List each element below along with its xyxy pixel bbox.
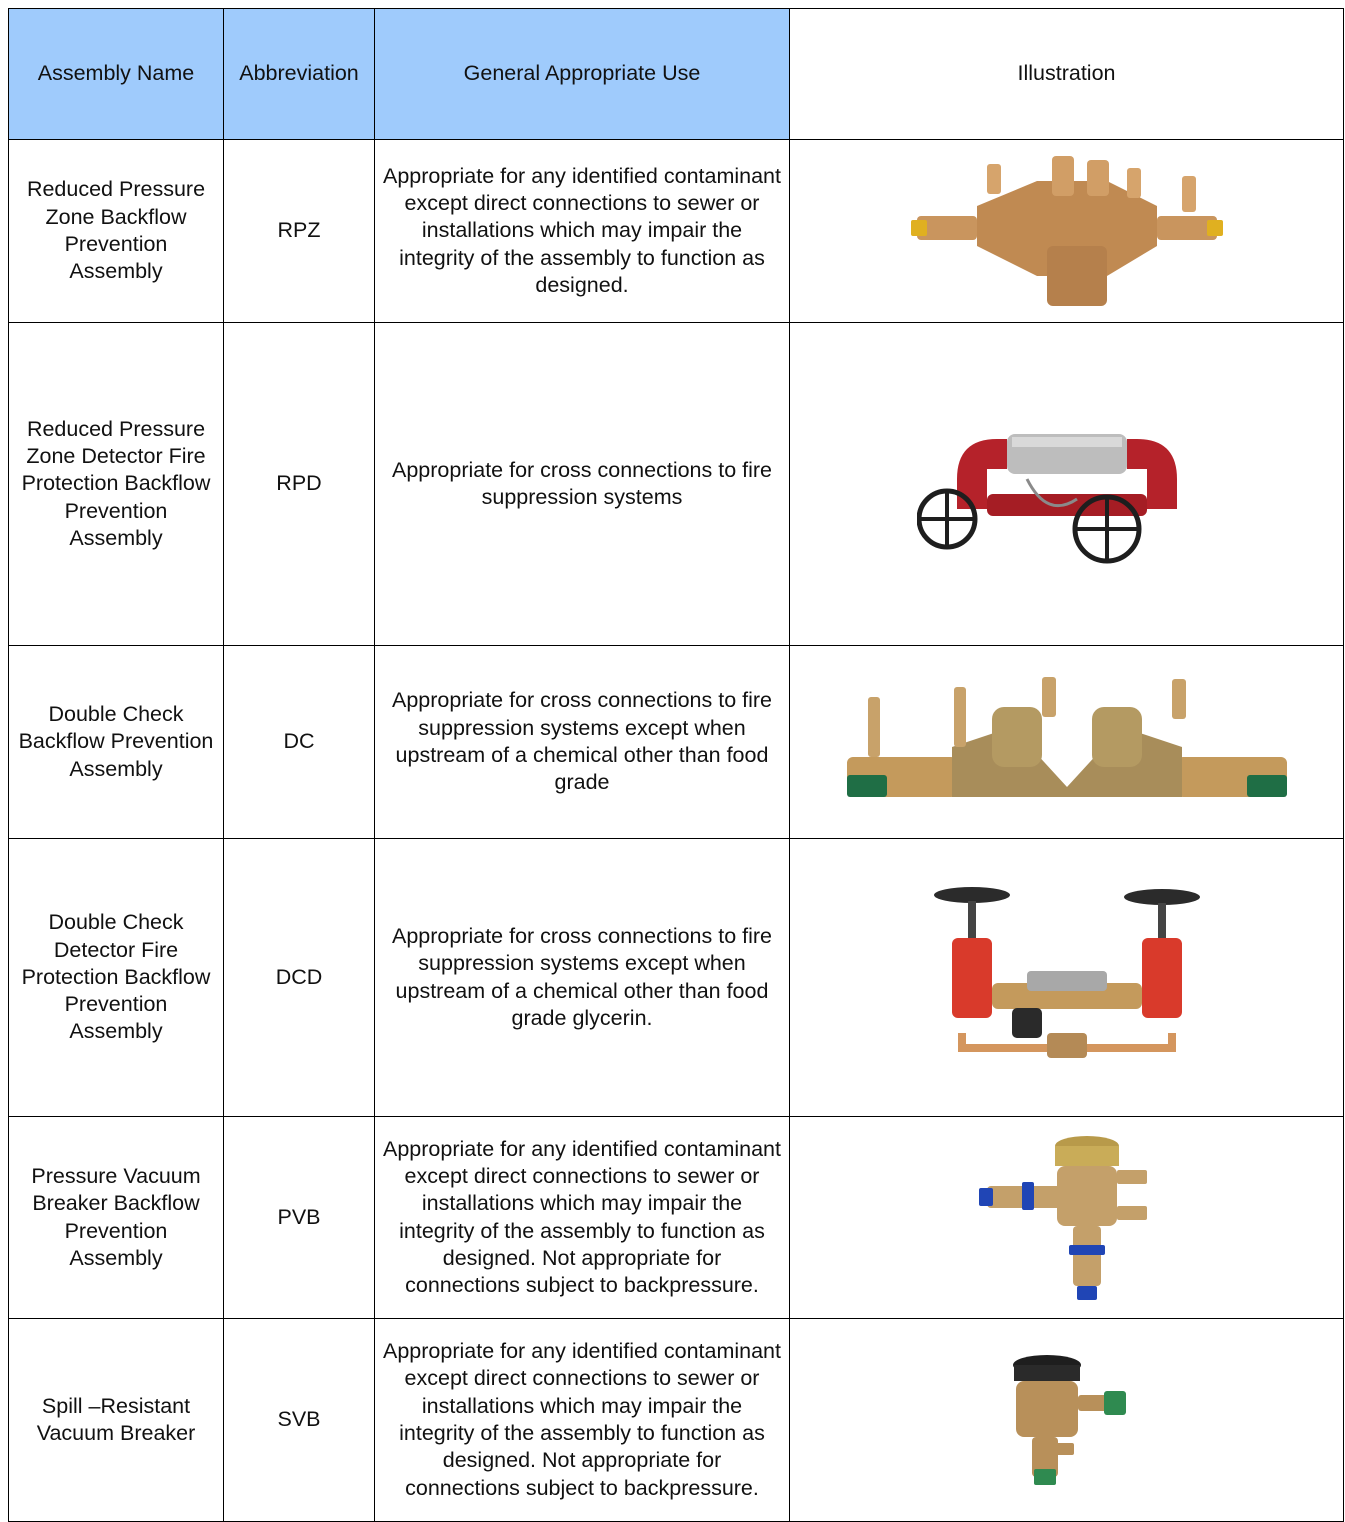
abbreviation-cell: DC	[224, 646, 375, 839]
dc-valve-icon	[842, 667, 1292, 817]
table-row	[9, 1319, 1344, 1522]
illustration-cell	[790, 140, 1344, 323]
table-row	[9, 140, 1344, 323]
header-assembly-name: Assembly Name	[9, 9, 224, 140]
assembly-name-cell: Double Check Detector Fire Protection Backflow Prevention Assembly	[9, 839, 224, 1117]
use-cell: Appropriate for any identified contaminant except direct connections to sewer or installations which may impair the integrity of the assembly to function as designed.	[375, 140, 790, 323]
use-cell: Appropriate for cross connections to fire suppression systems except when upstream of a chemical other than food grade	[375, 646, 790, 839]
header-abbreviation: Abbreviation	[224, 9, 375, 140]
abbreviation-cell: SVB	[224, 1319, 375, 1522]
assembly-name-cell: Double Check Backflow Prevention Assembly	[9, 646, 224, 839]
assembly-name-cell: Reduced Pressure Zone Backflow Prevention Assembly	[9, 140, 224, 323]
use-cell: Appropriate for cross connections to fire suppression systems except when upstream of a chemical other than food grade glycerin.	[375, 839, 790, 1117]
use-cell: Appropriate for any identified contaminant except direct connections to sewer or installations which may impair the integrity of the assembly to function as designed. Not appropriate for connections subject to backpressure.	[375, 1319, 790, 1522]
dcd-valve-icon	[932, 883, 1202, 1073]
abbreviation-cell: DCD	[224, 839, 375, 1117]
assembly-name-cell: Spill –Resistant Vacuum Breaker	[9, 1319, 224, 1522]
assembly-name-cell: Pressure Vacuum Breaker Backflow Prevention Assembly	[9, 1117, 224, 1319]
illustration-cell	[790, 1319, 1344, 1522]
illustration-cell	[790, 839, 1344, 1117]
use-cell: Appropriate for any identified contaminant except direct connections to sewer or installations which may impair the integrity of the assembly to function as designed. Not appropriate for connections subject to backpressure.	[375, 1117, 790, 1319]
abbreviation-cell: PVB	[224, 1117, 375, 1319]
header-general-use: General Appropriate Use	[375, 9, 790, 140]
abbreviation-cell: RPD	[224, 323, 375, 646]
abbreviation-cell: RPZ	[224, 140, 375, 323]
svb-valve-icon	[1002, 1353, 1132, 1488]
table-row	[9, 646, 1344, 839]
rpz-valve-icon	[907, 146, 1227, 316]
table-row	[9, 839, 1344, 1117]
table-row	[9, 323, 1344, 646]
assembly-table	[8, 8, 1344, 1522]
assembly-name-cell: Reduced Pressure Zone Detector Fire Protection Backflow Prevention Assembly	[9, 323, 224, 646]
table-row	[9, 1117, 1344, 1319]
use-cell: Appropriate for cross connections to fire suppression systems	[375, 323, 790, 646]
rpd-valve-icon	[917, 399, 1217, 569]
illustration-cell	[790, 323, 1344, 646]
illustration-cell	[790, 1117, 1344, 1319]
header-illustration: Illustration	[790, 9, 1344, 140]
illustration-cell	[790, 646, 1344, 839]
table-header-row	[9, 9, 1344, 140]
pvb-valve-icon	[977, 1130, 1157, 1305]
